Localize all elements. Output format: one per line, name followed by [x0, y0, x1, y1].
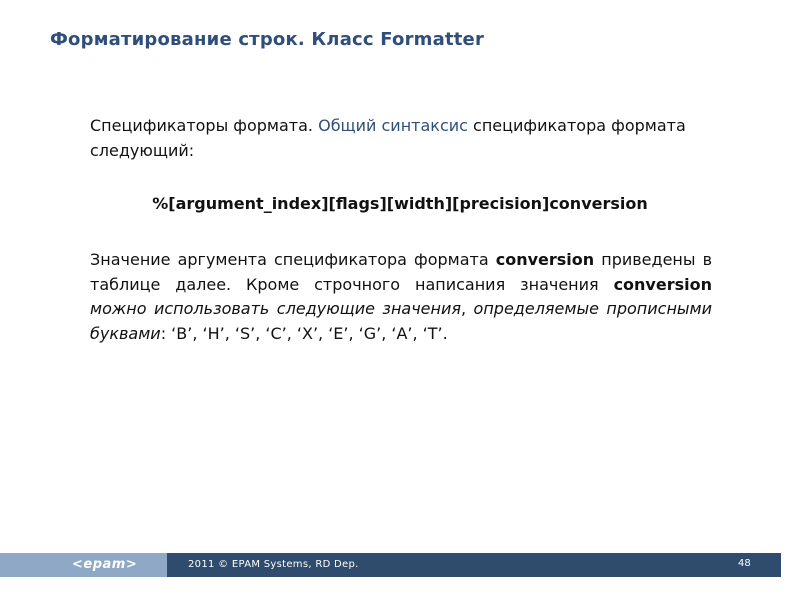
intro-text-2: спецификатора формата следующий:	[90, 116, 686, 160]
logo-left-bracket: <	[72, 557, 84, 572]
desc-bold-conversion-2: conversion	[613, 274, 712, 294]
desc-italic-1: можно использовать следующие значения	[90, 299, 461, 318]
desc-text-3: ,	[461, 299, 474, 318]
slide-title: Форматирование строк. Класс Formatter	[50, 29, 485, 50]
logo-text: epam	[83, 557, 126, 572]
desc-text-4: : ‘B’, ‘H’, ‘S’, ‘C’, ‘X’, ‘E’, ‘G’, ‘A’, ‘T’.	[160, 323, 448, 343]
page-number: 48	[738, 558, 751, 569]
description-paragraph	[90, 248, 712, 346]
intro-highlight: Общий синтаксис	[318, 116, 468, 135]
format-syntax: %[argument_index][flags][width][precision]conversion	[152, 194, 648, 213]
footer-copyright: 2011 © EPAM Systems, RD Dep.	[188, 559, 359, 570]
desc-bold-conversion-1: conversion	[495, 250, 595, 269]
intro-paragraph	[90, 113, 700, 163]
logo-right-bracket: >	[125, 557, 138, 572]
intro-text-1: Спецификаторы формата.	[90, 116, 319, 135]
epam-logo	[72, 556, 137, 574]
desc-italic-2: определяемые прописными буквами	[90, 299, 713, 343]
desc-text-1: Значение аргумента спецификатора формата	[90, 250, 496, 269]
desc-text-2: приведены в таблице далее. Кроме строчного написания значения	[90, 250, 713, 294]
